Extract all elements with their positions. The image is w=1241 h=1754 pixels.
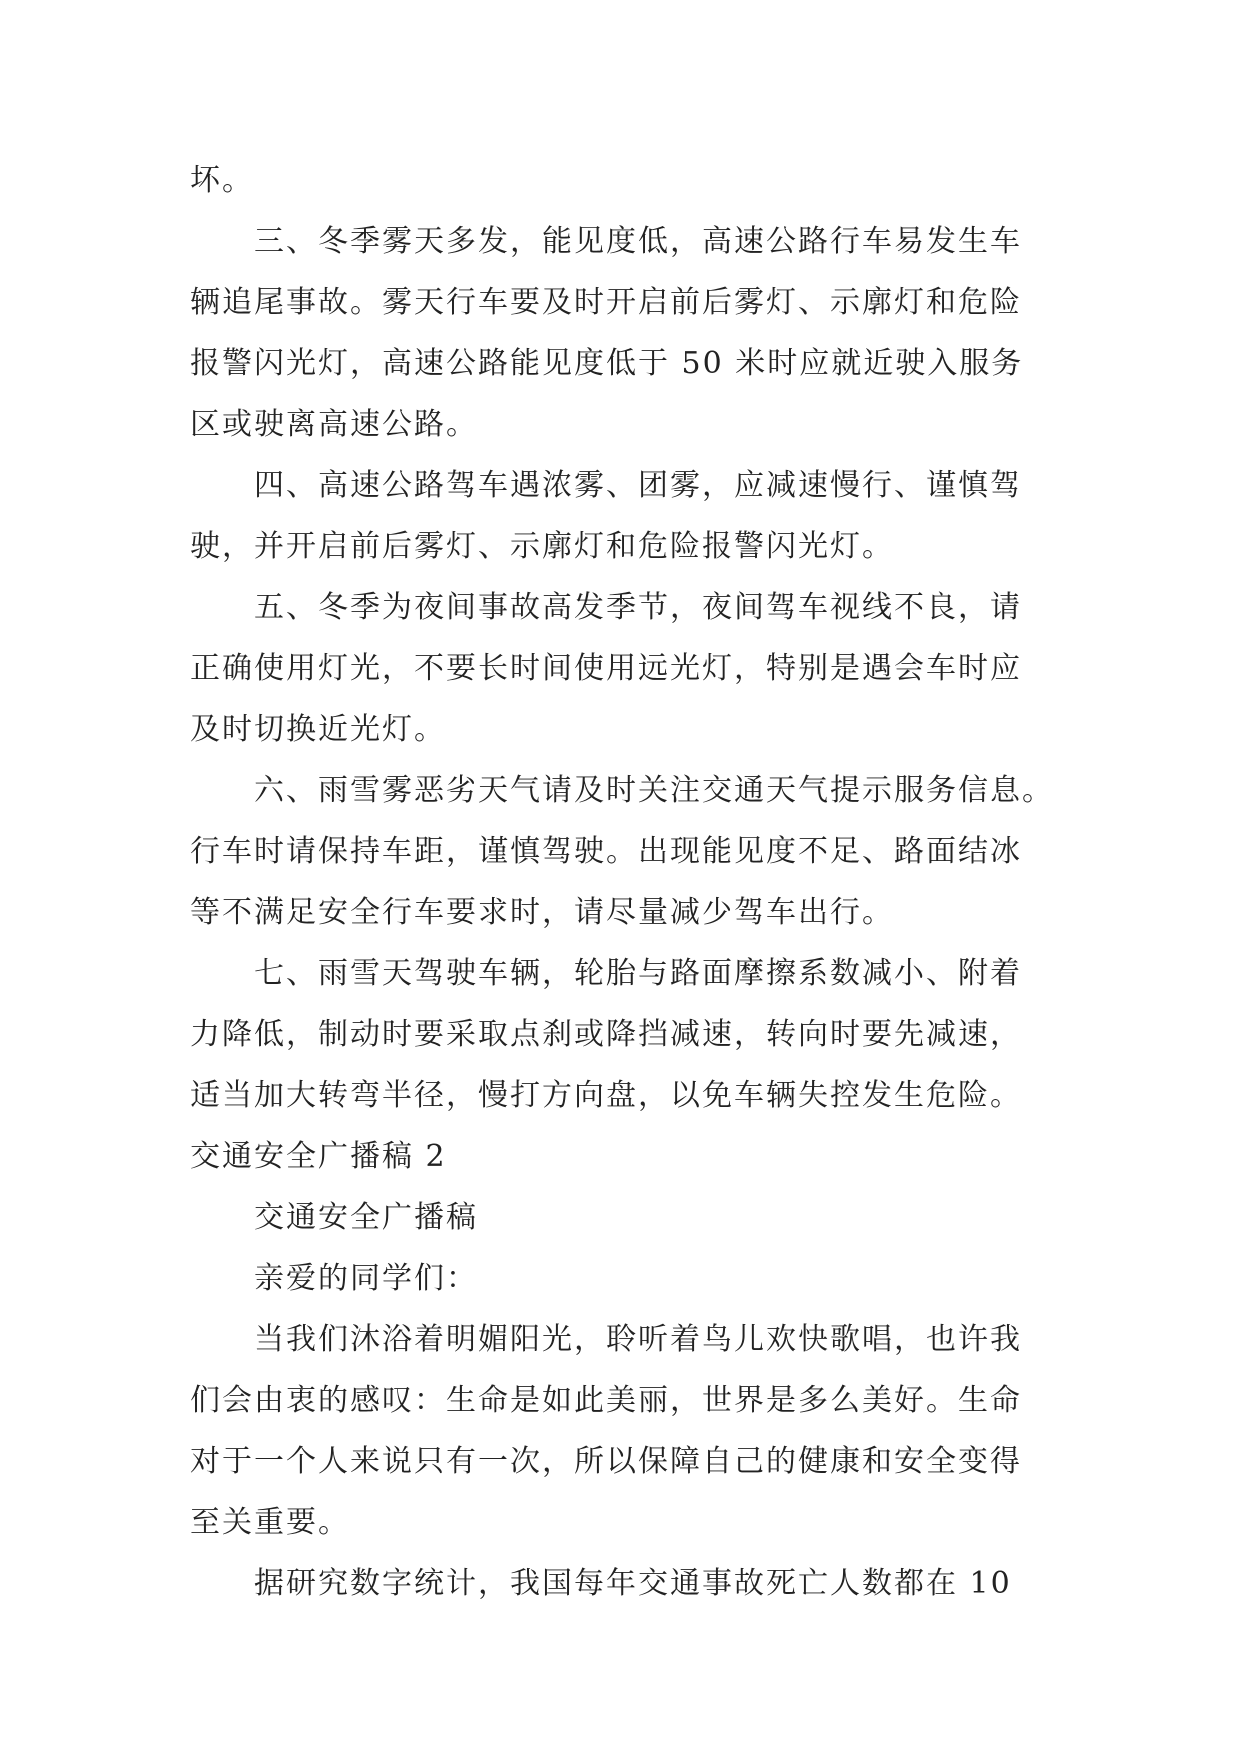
salutation: 亲爱的同学们：: [254, 1261, 478, 1296]
document-body: [190, 150, 1070, 1614]
paragraph-line: 辆追尾事故。雾天行车要及时开启前后雾灯、示廓灯和危险: [190, 285, 1022, 320]
paragraph-line: 坏。: [190, 163, 254, 198]
paragraph-line: 们会由衷的感叹：生命是如此美丽，世界是多么美好。生命: [190, 1383, 1022, 1418]
paragraph-line: 至关重要。: [190, 1505, 350, 1540]
paragraph-line: 当我们沐浴着明媚阳光，聆听着鸟儿欢快歌唱，也许我: [254, 1322, 1022, 1357]
paragraph-line: 据研究数字统计，我国每年交通事故死亡人数都在 10: [254, 1566, 1012, 1601]
paragraph-line: 五、冬季为夜间事故高发季节，夜间驾车视线不良，请: [254, 590, 1022, 625]
paragraph-line: 正确使用灯光，不要长时间使用远光灯，特别是遇会车时应: [190, 651, 1022, 686]
paragraph-line: 力降低，制动时要采取点刹或降挡减速，转向时要先减速，: [190, 1017, 1022, 1052]
paragraph-line: 等不满足安全行车要求时，请尽量减少驾车出行。: [190, 895, 894, 930]
paragraph-line: 七、雨雪天驾驶车辆，轮胎与路面摩擦系数减小、附着: [254, 956, 1022, 991]
paragraph-line: 四、高速公路驾车遇浓雾、团雾，应减速慢行、谨慎驾: [254, 468, 1022, 503]
document-title: 交通安全广播稿: [254, 1200, 478, 1235]
paragraph-line: 驶，并开启前后雾灯、示廓灯和危险报警闪光灯。: [190, 529, 894, 564]
paragraph-line: 区或驶离高速公路。: [190, 407, 478, 442]
paragraph-line: 对于一个人来说只有一次，所以保障自己的健康和安全变得: [190, 1444, 1022, 1479]
section-heading: 交通安全广播稿 2: [190, 1139, 447, 1174]
paragraph-line: 行车时请保持车距，谨慎驾驶。出现能见度不足、路面结冰: [190, 834, 1022, 869]
paragraph-line: 三、冬季雾天多发，能见度低，高速公路行车易发生车: [254, 224, 1022, 259]
paragraph-line: 报警闪光灯，高速公路能见度低于 50 米时应就近驶入服务: [190, 346, 1024, 381]
paragraph-line: 适当加大转弯半径，慢打方向盘，以免车辆失控发生危险。: [190, 1078, 1022, 1113]
paragraph-line: 六、雨雪雾恶劣天气请及时关注交通天气提示服务信息。: [254, 773, 1054, 808]
paragraph-line: 及时切换近光灯。: [190, 712, 446, 747]
